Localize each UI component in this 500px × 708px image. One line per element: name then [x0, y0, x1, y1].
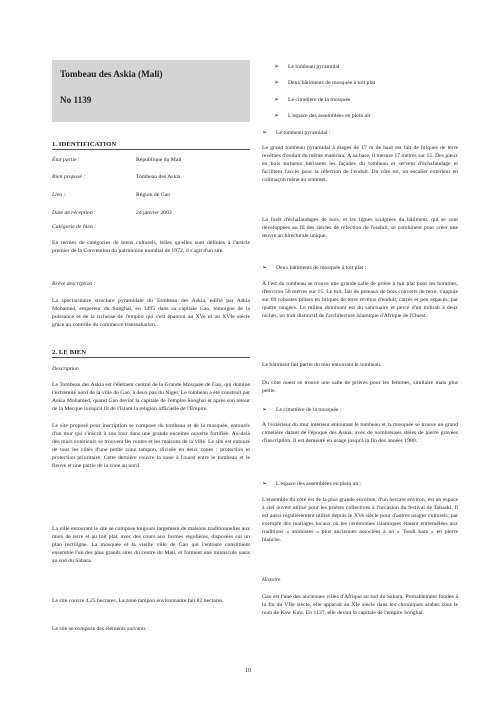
page-number: 10 — [245, 668, 251, 674]
info-key: Lieu : — [52, 192, 66, 198]
arrow-bullet-icon: ➢ — [274, 80, 280, 86]
arrow-bullet-icon: ➢ — [274, 97, 280, 103]
list-item: ➢ Deux bâtiments de mosquée à toit plat — [274, 80, 376, 86]
document-title: Tombeau des Askia (Mali) — [60, 69, 163, 79]
body-paragraph: L'ensemble du côté est de la plus grande enceinte, d'un hectare environ, est un espace à ciel ouvert utilisé pour les prières collectives à l'occasion du festival de Tabaski. Il est aussi régulièrement utilisé depuis le XVe siècle pour d'autres usages culturels, par exemple des mariages locaux où les cérémonies islamiques étaient entremêlées aux traditions « animistes » plus anciennes associées à un « Tondi kara » en pierre blanche. — [262, 497, 458, 543]
body-paragraph: Gao est l'une des anciennes villes d'Afrique au sud du Sahara. Probablement fondée à la fin du VIIe siècle, elle apparaît au XIe siècle dans les chroniques arabes sous le nom de Kaw Kaw. En 1137, elle devint la capitale de l'empire Songhaï. — [262, 594, 458, 616]
body-paragraph: À l'extérieur du mur intérieur entourant le tombeau et la mosquée se trouve un grand cimetière datant de l'époque des Askia, avec de nombreuses stèles de pierre gravées d'inscription. Il est demeuré en usage jusqu'à la fin des années 1980. — [262, 422, 458, 444]
title-box — [52, 60, 250, 122]
document-number: No 1139 — [60, 95, 92, 105]
arrow-bullet-icon: ➢ — [274, 113, 280, 119]
body-paragraph: À l'est du tombeau se trouve une grande salle de prière à toit plat pour les hommes, d'environ 50 mètres sur 15. Le toit, fait de poteaux de bois couverts de terre, s'appuie sur 69 robustes piliers en briques de terre revêtus d'enduit, carrés et peu espacés, par quatre rangées. Le milieu dominant est du sanctuaire et percé d'un mihrab à deux niches, un trait distinctif de l'architecture islamique d'Afrique de l'Ouest. — [262, 281, 458, 319]
arrow-bullet-icon: ➢ — [262, 265, 268, 271]
brief-description-paragraph: La spectaculaire structure pyramidale du Tombeau des Askia, édifié par Askia Mohamed, empereur du Songhaï, en 1495 dans sa capitale Gao, témoigne de la puissance et de la richesse de l'empire qui s'est épanoui au XVe et au XVIe siècle grâce au contrôle du commerce transsaharien. — [52, 298, 250, 328]
category-label: Catégorie de bien : — [52, 224, 97, 230]
info-key: État partie : — [52, 157, 80, 163]
arrow-bullet-icon: ➢ — [262, 130, 268, 136]
section-heading: ➢ Deux bâtiments de mosquée à toit plat : — [262, 265, 367, 271]
section-heading: ➢ L'espace des assemblées en plein air : — [262, 481, 362, 487]
description-label: Description — [52, 366, 79, 372]
body-paragraph: La forêt d'échafaudages de bois, et les lignes sculptées du bâtiment, qui se sont développées au fil des siècles de réfection de l'enduit, se combinent pour créer une œuvre architecturale unique. — [262, 217, 458, 239]
body-paragraph: Du côté ouest se trouve une salle de prières pour les femmes, similaire mais plus petite. — [262, 380, 458, 394]
section-heading: ➢ Le tombeau pyramidal : — [262, 130, 331, 136]
category-paragraph: En termes de catégories de biens culturels, telles qu'elles sont définies à l'article premier de la Convention du patrimoine mondial de 1972, il s'agit d'un site. — [52, 240, 250, 254]
list-item: ➢ Le tombeau pyramidal — [274, 64, 340, 70]
arrow-bullet-icon: ➢ — [274, 64, 280, 70]
body-paragraph: Le grand tombeau pyramidal à étages de 17 m de haut est fait de briques de terre revêtues d'enduit du même matériau. À sa base, il mesure 17 mètres sur 15. Des pieux en bois tortueux hérissent les façades du tombeau et servent d'échafaudage et facilitent l'accès pour la réfection de l'enduit. Du côté est, un escalier extérieur en colimaçon mène au sommet. — [262, 145, 458, 183]
brief-description-label: Brève description : — [52, 281, 96, 287]
history-label: Histoire — [262, 577, 281, 583]
description-paragraph: Le Tombeau des Askia est l'élément central de la Grande Mosquée de Gao, qui domine l'extrémité nord de la ville de Gao, à deux pas du Niger. Le tombeau a été construit par Askia Mohamed, quand Gao devint la capitale de l'empire Songhaï et après son retour de la Mecque lorsqu'il fit de l'Islam la religion officielle de l'Empire. — [52, 382, 250, 412]
info-key: Date de réception : — [52, 210, 97, 216]
identification-heading: 1. IDENTIFICATION — [52, 141, 117, 148]
info-value: Tombeau des Askia — [136, 174, 181, 180]
arrow-bullet-icon: ➢ — [262, 481, 268, 487]
description-paragraph: Le site proposé pour inscription se compose du tombeau et de la mosquée, entourés d'un mur qui s'inscrit à son tour dans une grande enceinte ouverte fortifiée. Au-delà des murs extérieurs se trouvent les routes et les maisons de la ville. Le site est entouré de tous les côtés d'une petite zone tampon, divisée en deux zones : protection et protection prioritaire. Cette dernière couvre la zone à l'ouest entre le tombeau et le fleuve et une partie de la zone au nord. — [52, 423, 250, 469]
description-paragraph: La ville entourant le site se compose toujours largement de maisons traditionnelles aux murs de terre et au toit plat, avec des cours aux formes régulières, disposées sur un plan rectiligne. La mosquée et la vieille ville de Gao qui l'entoure constituent ensemble l'un des plus grands sites du centre du Mali, et forment une minuscule oasis au sud du Sahara. — [52, 526, 250, 564]
info-key: Bien proposé : — [52, 174, 86, 180]
section-heading: ➢ Le cimetière de la mosquée : — [262, 407, 342, 413]
list-item: ➢ L'espace des assemblées en plein air — [274, 113, 371, 119]
info-value: Région de Gao — [136, 192, 171, 198]
bien-heading: 2. LE BIEN — [52, 349, 87, 356]
heading-rule — [52, 149, 250, 150]
body-paragraph: Le bâtiment fait partie du mur entourant le tombeau. — [262, 362, 382, 368]
info-value: République du Mali — [136, 157, 182, 163]
heading-rule — [52, 357, 250, 358]
description-paragraph: Le site couvre 4,25 hectares. La zone tampon environnante fait 82 hectares. — [52, 598, 224, 604]
description-paragraph: Le site se compose des éléments suivants : — [52, 626, 149, 632]
arrow-bullet-icon: ➢ — [262, 407, 268, 413]
list-item: ➢ Le cimetière de la mosquée — [274, 97, 351, 103]
info-value: 24 janvier 2003 — [136, 210, 172, 216]
